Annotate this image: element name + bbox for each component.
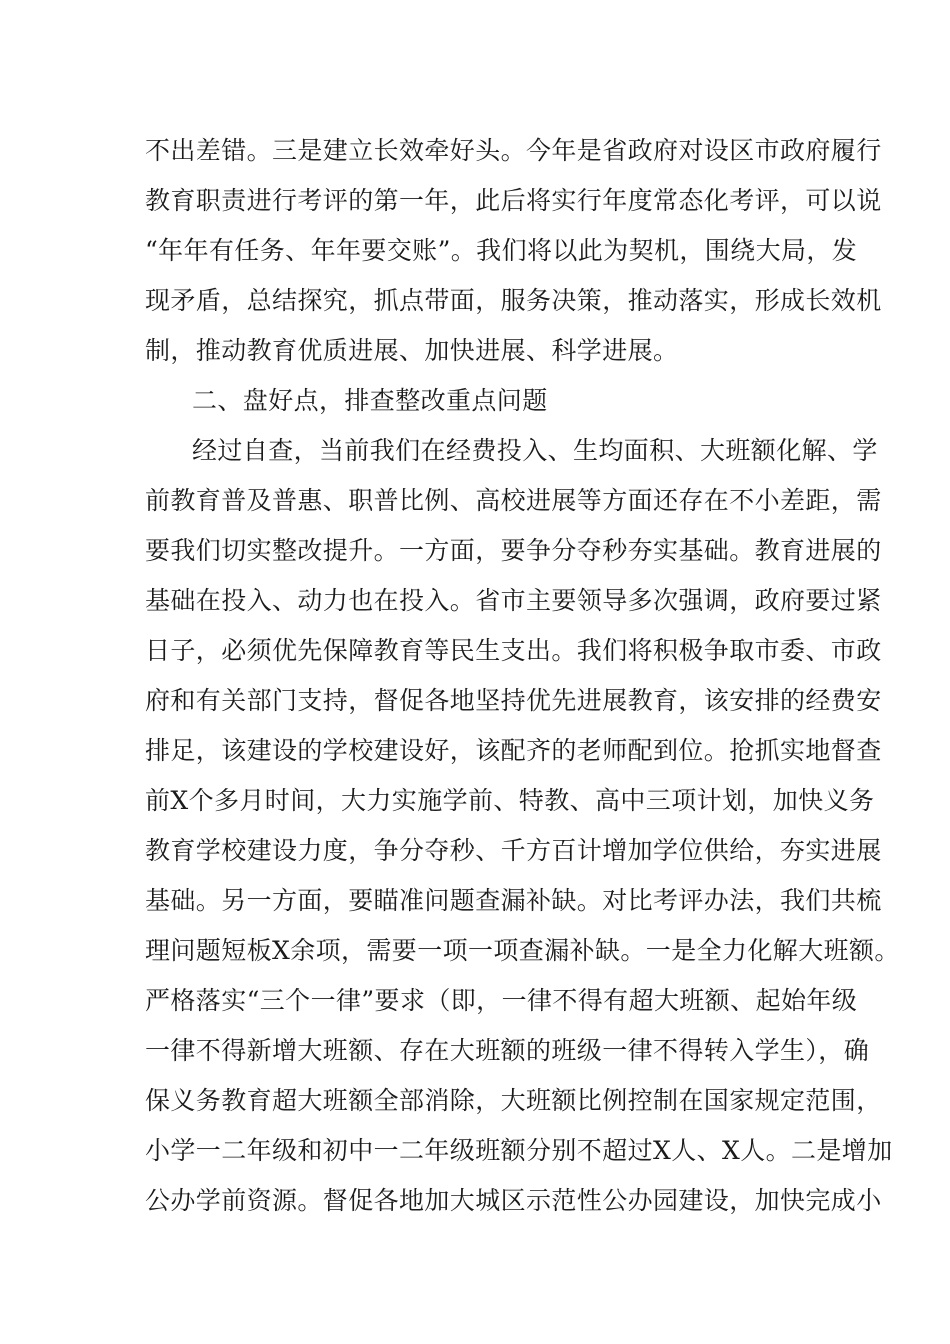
text-line: 前X个多月时间，大力实施学前、特教、高中三项计划，加快义务 — [145, 786, 875, 815]
text-line: 现矛盾，总结探究，抓点带面，服务决策，推动落实，形成长效机 — [145, 286, 882, 315]
text-line: 排足，该建设的学校建设好，该配齐的老师配到位。抢抓实地督查 — [145, 736, 882, 765]
text-line: 一律不得新增大班额、存在大班额的班级一律不得转入学生），确 — [145, 1036, 870, 1065]
section-heading: 二、盘好点，排查整改重点问题 — [192, 386, 548, 415]
text-line: 严格落实“三个一律”要求（即，一律不得有超大班额、起始年级 — [145, 986, 858, 1015]
text-line: 前教育普及普惠、职普比例、高校进展等方面还存在不小差距，需 — [145, 486, 882, 515]
text-line: 不出差错。三是建立长效牵好头。今年是省政府对设区市政府履行 — [145, 136, 882, 165]
text-line: 小学一二年级和初中一二年级班额分别不超过X人、X人。二是增加 — [145, 1136, 893, 1165]
text-line: 公办学前资源。督促各地加大城区示范性公办园建设，加快完成小 — [145, 1186, 882, 1215]
text-line: 要我们切实整改提升。一方面，要争分夺秒夯实基础。教育进展的 — [145, 536, 882, 565]
text-line: 教育职责进行考评的第一年，此后将实行年度常态化考评，可以说 — [145, 186, 882, 215]
text-line: 理问题短板X余项，需要一项一项查漏补缺。一是全力化解大班额。 — [145, 936, 900, 965]
text-line: 基础。另一方面，要瞄准问题查漏补缺。对比考评办法，我们共梳 — [145, 886, 882, 915]
text-line: 基础在投入、动力也在投入。省市主要领导多次强调，政府要过紧 — [145, 586, 882, 615]
text-line: 经过自查，当前我们在经费投入、生均面积、大班额化解、学 — [192, 436, 878, 465]
text-line: 府和有关部门支持，督促各地坚持优先进展教育，该安排的经费安 — [145, 686, 882, 715]
text-line: 日子，必须优先保障教育等民生支出。我们将积极争取市委、市政 — [145, 636, 882, 665]
text-line: 教育学校建设力度，争分夺秒、千方百计增加学位供给，夯实进展 — [145, 836, 882, 865]
text-line: 制，推动教育优质进展、加快进展、科学进展。 — [145, 336, 679, 365]
text-line: “年年有任务、年年要交账”。我们将以此为契机，围绕大局，发 — [145, 236, 858, 265]
text-line: 保义务教育超大班额全部消除，大班额比例控制在国家规定范围， — [145, 1086, 882, 1115]
